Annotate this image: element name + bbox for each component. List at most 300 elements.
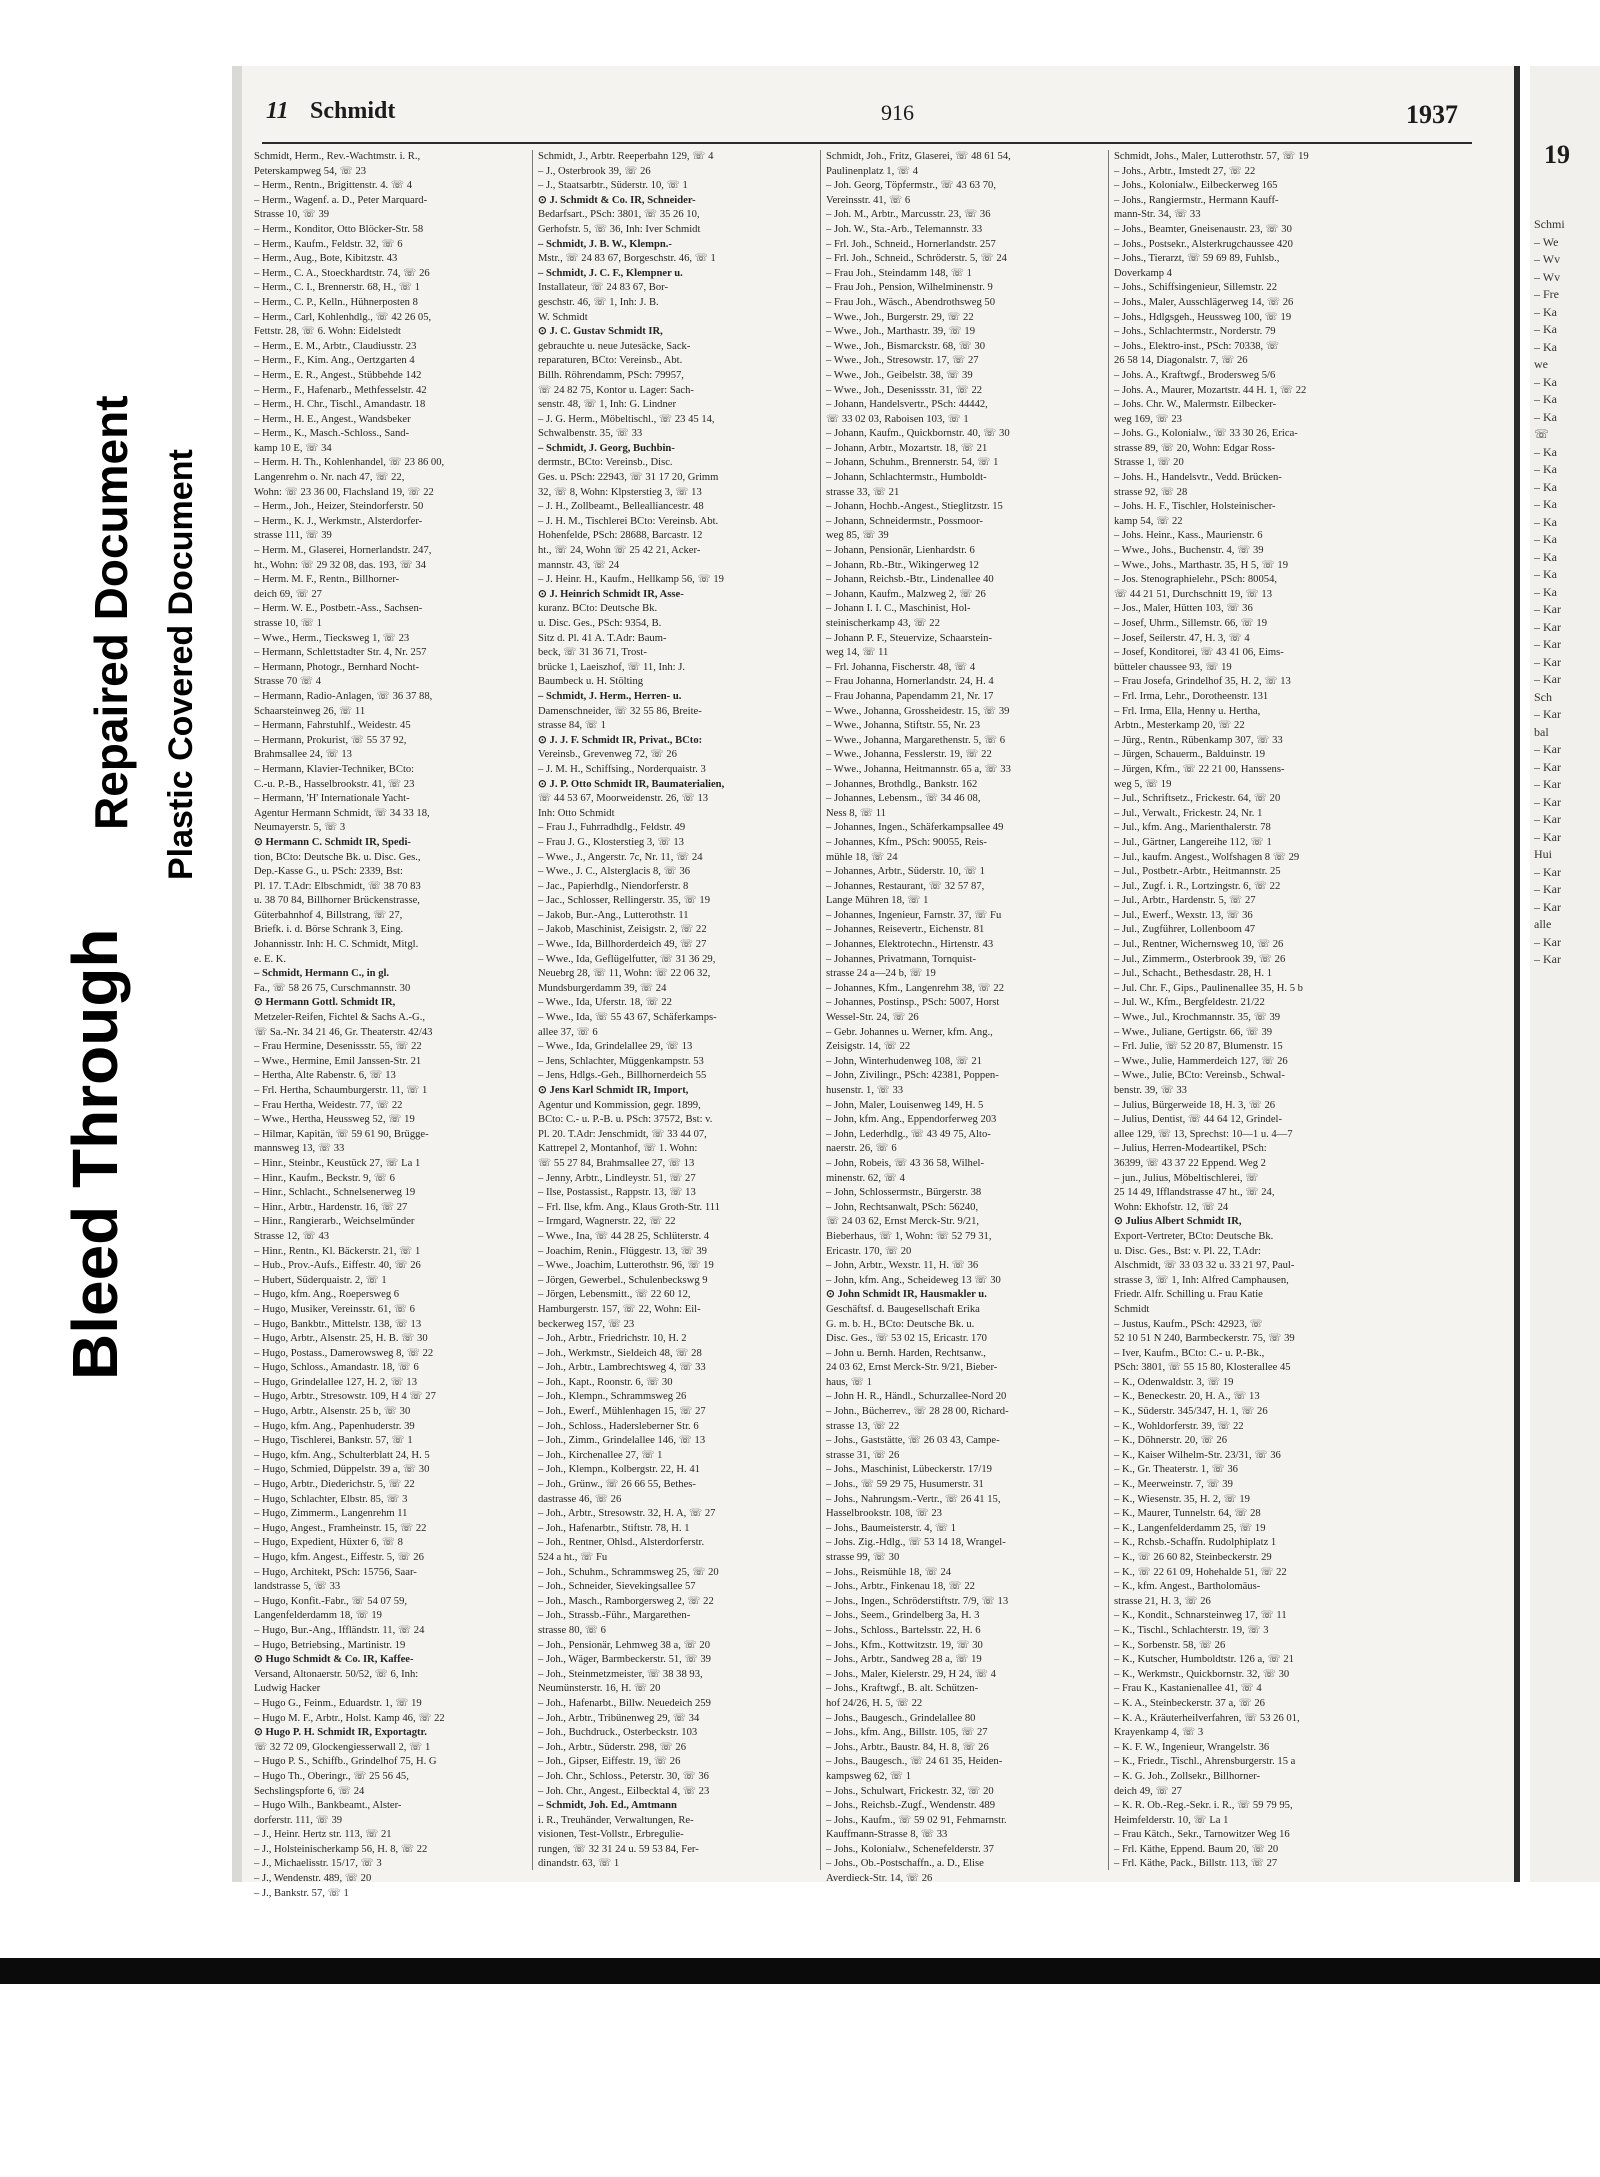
directory-line: – Frau Hertha, Weidestr. 77, ☏ 22 (254, 1099, 403, 1111)
directory-line: – Joh., Arbtr., Stresowstr. 32, H. A, ☏ 27 (538, 1508, 716, 1520)
directory-line: – Wwe., Julie, Hammerdeich 127, ☏ 26 (1114, 1055, 1288, 1067)
directory-line: – Herm., Aug., Bote, Kibitzstr. 43 (254, 253, 398, 265)
adjacent-line: – Kar (1534, 672, 1561, 686)
directory-line: Pl. 17. T.Adr: Elbschmidt, ☏ 38 70 83 (254, 880, 421, 892)
directory-line: – Hugo, kfm. Ang., Roepersweg 6 (254, 1289, 400, 1301)
directory-line: – Johann P. F., Steuervize, Schaarstein- (826, 632, 992, 644)
directory-line: Friedr. Alfr. Schilling u. Frau Katie (1114, 1289, 1263, 1301)
directory-line: – K., Beneckestr. 20, H. A., ☏ 13 (1114, 1391, 1260, 1403)
directory-line: – Joh., Klempn., Schrammsweg 26 (538, 1391, 687, 1403)
directory-line: Strasse 10, ☏ 39 (254, 209, 330, 221)
directory-line: weg 5, ☏ 19 (1114, 778, 1172, 790)
directory-line: – J. H. M., Tischlerei BCto: Vereinsb. Abt. (538, 515, 719, 527)
side-label-plastic-covered: Plastic Covered Document (162, 449, 200, 880)
directory-line: – Jörgen, Lebensmitt., ☏ 22 60 12, (538, 1289, 691, 1301)
directory-line: Zeisigstr. 14, ☏ 22 (826, 1041, 911, 1053)
directory-line: – Wwe., Julie, BCto: Vereinsb., Schwal- (1114, 1070, 1285, 1082)
adjacent-line: – Ka (1534, 392, 1557, 406)
directory-line: – Frau Johanna, Hornerlandstr. 24, H. 4 (826, 676, 994, 688)
adjacent-line: Sch (1534, 689, 1552, 704)
directory-line: – Herm., K., Masch.-Schloss., Sand- (254, 428, 410, 440)
directory-line: – Johs., Kolonialw., Schenefelderstr. 37 (826, 1843, 994, 1855)
directory-line: – Frau Josefa, Grindelhof 35, H. 2, ☏ 13 (1114, 676, 1291, 688)
directory-line: – Johs. Chr. W., Malermstr. Eilbecker- (1114, 399, 1277, 411)
directory-line: – Jul., Ewerf., Wexstr. 13, ☏ 36 (1114, 909, 1253, 921)
scan-border-band (0, 1958, 1600, 1984)
directory-line: – Frau K., Kastanienallee 41, ☏ 4 (1114, 1683, 1262, 1695)
directory-line: – Wwe., J., Angerstr. 7c, Nr. 11, ☏ 24 (538, 851, 703, 863)
directory-line: – Frau Joh., Steindamm 148, ☏ 1 (826, 267, 972, 279)
directory-line: – Hinr., Steinbr., Keustück 27, ☏ La 1 (254, 1157, 421, 1169)
directory-line: – Johann, Arbtr., Mozartstr. 18, ☏ 21 (826, 442, 988, 454)
directory-line: – Johs., Ob.-Postschaffn., a. D., Elise (826, 1858, 984, 1870)
directory-line: – Herm., F., Hafenarb., Methfesselstr. 42 (254, 384, 427, 396)
directory-line: ⊙ J. J. F. Schmidt IR, Privat., BCto: (538, 734, 703, 746)
directory-line: – Hermann, Prokurist, ☏ 55 37 92, (254, 734, 407, 746)
directory-line: – Johann, Schneidermstr., Possmoor- (826, 515, 983, 527)
adjacent-line: ☏ (1534, 427, 1550, 441)
directory-line: Schmidt, Joh., Fritz, Glaserei, ☏ 48 61 54, (826, 151, 1011, 162)
directory-line: Damenschneider, ☏ 32 55 86, Breite- (538, 705, 702, 717)
adjacent-line: – Ka (1534, 514, 1557, 529)
directory-line: tion, BCto: Deutsche Bk. u. Disc. Ges., (254, 851, 421, 863)
directory-line: – J. G. Herm., Möbeltischl., ☏ 23 45 14, (538, 413, 715, 425)
directory-line: – Schmidt, Joh. Ed., Amtmann (538, 1800, 677, 1812)
directory-line: u. Disc. Ges., Bst: v. Pl. 22, T.Adr: (1114, 1245, 1261, 1257)
directory-line: minenstr. 62, ☏ 4 (826, 1172, 905, 1184)
directory-line: steinischerkamp 43, ☏ 22 (826, 618, 940, 629)
directory-line: – Hermann, Photogr., Bernhard Nocht- (254, 661, 420, 673)
directory-line: – Johs., Reichsb.-Zugf., Wendenstr. 489 (826, 1800, 996, 1812)
directory-line: kamp 10 E, ☏ 34 (254, 442, 332, 454)
directory-line: – John, Arbtr., Wexstr. 11, H. ☏ 36 (826, 1260, 979, 1272)
directory-line: – Johs., Tierarzt, ☏ 59 69 89, Fuhlsb., (1114, 253, 1280, 265)
directory-line: Neumayerstr. 5, ☏ 3 (254, 822, 346, 834)
directory-line: – Wwe., Ida, Uferstr. 18, ☏ 22 (538, 997, 672, 1009)
directory-line: – jun., Julius, Möbeltischlerei, ☏ (1114, 1172, 1259, 1184)
directory-line: – Joh. Georg, Töpfermstr., ☏ 43 63 70, (826, 180, 996, 192)
header-surname: Schmidt (310, 98, 396, 124)
directory-line: – Hugo, Postass., Damerowsweg 8, ☏ 22 (254, 1347, 434, 1359)
directory-line: kampsweg 62, ☏ 1 (826, 1770, 912, 1782)
directory-line: dinandstr. 63, ☏ 1 (538, 1858, 620, 1870)
directory-line: – Johann, Schuhm., Brennerstr. 54, ☏ 1 (826, 457, 999, 469)
directory-line: Inh: Otto Schmidt (538, 807, 615, 819)
directory-line: – Wwe., Ida, Billhorderdeich 49, ☏ 27 (538, 939, 707, 951)
adjacent-line: – Ka (1534, 549, 1557, 564)
adjacent-line: – Ka (1534, 584, 1557, 599)
directory-line: – Joh., Schneider, Sievekingsallee 57 (538, 1581, 696, 1593)
directory-line: – Hugo, Bankbtr., Mittelstr. 138, ☏ 13 (254, 1318, 422, 1330)
directory-line: – Hugo, Schlachter, Elbstr. 85, ☏ 3 (254, 1493, 408, 1505)
adjacent-page-lines (1534, 216, 1565, 969)
directory-line: – Irmgard, Wagnerstr. 22, ☏ 22 (538, 1216, 676, 1228)
column-3 (826, 150, 1102, 1887)
directory-line: – Herm., Joh., Heizer, Steindorferstr. 50 (254, 501, 424, 513)
directory-line: – Jens, Schlachter, Müggenkampstr. 53 (538, 1055, 704, 1067)
directory-line: – K., Friedr., Tischl., Ahrensburgerstr. 15 a (1114, 1756, 1296, 1768)
adjacent-line: – Ka (1534, 374, 1557, 389)
directory-line: – Johs., Seem., Grindelberg 3a, H. 3 (826, 1610, 980, 1622)
side-label-repaired-document: Repaired Document (85, 395, 137, 830)
directory-line: – Johs. Zig.-Hdlg., ☏ 53 14 18, Wrangel- (826, 1537, 1006, 1549)
directory-line: – Herm., E. M., Arbtr., Claudiusstr. 23 (254, 340, 417, 352)
directory-line: – K., Tischl., Schlachterstr. 19, ☏ 3 (1114, 1624, 1269, 1636)
directory-line: naerstr. 26, ☏ 6 (826, 1143, 897, 1155)
directory-line: – John, Zivilingr., PSch: 42381, Poppen- (826, 1070, 999, 1082)
directory-line: Vereinsb., Grevenweg 72, ☏ 26 (538, 749, 677, 761)
directory-line: – Johs. H. F., Tischler, Holsteinischer- (1114, 501, 1276, 513)
directory-line: – Jul., Schriftsetz., Frickestr. 64, ☏ 20 (1114, 793, 1281, 805)
directory-line: – Frau J., Fuhrradhdlg., Feldstr. 49 (538, 822, 686, 834)
directory-line: – Hugo, Konfit.-Fabr., ☏ 54 07 59, (254, 1595, 408, 1607)
directory-line: – Frl. Irma, Lehr., Dorotheenstr. 131 (1114, 690, 1269, 702)
directory-line: ⊙ Hermann Gottl. Schmidt IR, (254, 997, 396, 1009)
directory-line: strasse 3, ☏ 1, Inh: Alfred Camphausen, (1114, 1274, 1289, 1286)
directory-line: – Hugo Wilh., Bankbeamt., Alster- (254, 1800, 402, 1812)
directory-line: – K., Rchsb.-Schaffn. Rudolphiplatz 1 (1114, 1537, 1277, 1549)
directory-line: – Hugo, Angest., Framheinstr. 15, ☏ 22 (254, 1522, 427, 1534)
adjacent-line: – Kar (1534, 637, 1561, 651)
directory-line: Fettstr. 28, ☏ 6. Wohn: Eidelstedt (254, 326, 401, 338)
directory-line: – John, Maler, Louisenweg 149, H. 5 (826, 1099, 984, 1111)
directory-line: – Hermann, Klavier-Techniker, BCto: (254, 763, 415, 775)
directory-line: haus, ☏ 1 (826, 1376, 872, 1388)
directory-line: ☏ 32 72 09, Glockengiesserwall 2, ☏ 1 (254, 1741, 431, 1753)
directory-line: – Johannes, Ingen., Schäferkampsallee 49 (826, 822, 1004, 834)
directory-line: – K., Sorbenstr. 58, ☏ 26 (1114, 1639, 1226, 1651)
directory-line: ☏ 33 02 03, Raboisen 103, ☏ 1 (826, 413, 969, 425)
directory-line: – K., Wiesenstr. 35, H. 2, ☏ 19 (1114, 1493, 1250, 1505)
directory-line: – Schmidt, J. C. F., Klempner u. (538, 267, 683, 279)
directory-line: – Joh. Chr., Angest., Eilbecktal 4, ☏ 23 (538, 1785, 710, 1797)
directory-line: – Hermann, 'H' Internationale Yacht- (254, 793, 410, 805)
directory-line: – K., Kondit., Schnarsteinweg 17, ☏ 11 (1114, 1610, 1287, 1622)
adjacent-line: Schmi (1534, 217, 1565, 231)
adjacent-page-fragment (1530, 66, 1600, 1882)
directory-line: – Johs., Baumeisterstr. 4, ☏ 1 (826, 1522, 957, 1534)
directory-line: – Joh., Arbtr., Friedrichstr. 10, H. 2 (538, 1333, 687, 1345)
directory-line: – Iver, Kaufm., BCto: C.- u. P.-Bk., (1114, 1347, 1265, 1359)
directory-line: benstr. 39, ☏ 33 (1114, 1085, 1187, 1096)
directory-line: – Herm., Kaufm., Feldstr. 32, ☏ 6 (254, 238, 403, 250)
column-separator (820, 150, 821, 1870)
directory-line: – Herm., Konditor, Otto Blöcker-Str. 58 (254, 223, 424, 235)
directory-line: e. E. K. (254, 953, 287, 965)
directory-line: – Johann, Schlachtermstr., Humboldt- (826, 472, 987, 484)
directory-line: – Johs., Arbtr., Imstedt 27, ☏ 22 (1114, 165, 1256, 177)
adjacent-line: – We (1534, 234, 1559, 249)
directory-line: – Johann, Kaufm., Quickbornstr. 40, ☏ 30 (826, 428, 1010, 440)
directory-line: – Johann I. I. C., Maschinist, Hol- (826, 603, 971, 615)
directory-line: 524 a ht., ☏ Fu (538, 1552, 608, 1563)
directory-line: – Joh., Arbtr., Tribünenweg 29, ☏ 34 (538, 1712, 700, 1724)
directory-line: – John, Rechtsanwalt, PSch: 56240, (826, 1201, 979, 1213)
directory-line: – Frl. Irma, Ella, Henny u. Hertha, (1114, 705, 1261, 717)
directory-line: deich 49, ☏ 27 (1114, 1785, 1182, 1797)
directory-line: Strasse 1, ☏ 20 (1114, 457, 1184, 469)
directory-line: – Hugo, Grindelallee 127, H. 2, ☏ 13 (254, 1376, 418, 1388)
directory-line: – Johs., Schiffsingenieur, Sillemstr. 22 (1114, 282, 1277, 294)
directory-line: – Wwe., Joh., Stresowstr. 17, ☏ 27 (826, 355, 979, 367)
directory-line: – K., kfm. Angest., Bartholomäus- (1114, 1581, 1261, 1593)
directory-line: Paulinenplatz 1, ☏ 4 (826, 165, 919, 177)
directory-line: – Jac., Schlosser, Rellingerstr. 35, ☏ 19 (538, 895, 711, 907)
directory-line: – Hugo, Musiker, Vereinsstr. 61, ☏ 6 (254, 1303, 415, 1315)
directory-line: strasse 99, ☏ 30 (826, 1552, 900, 1563)
directory-line: – Jürg., Rentn., Rübenkamp 307, ☏ 33 (1114, 734, 1283, 746)
directory-line: – Herm. H. Th., Kohlenhandel, ☏ 23 86 00, (254, 457, 445, 469)
directory-line: – Herm. M., Glaserei, Hornerlandstr. 247, (254, 545, 432, 557)
directory-line: – Johann, Kaufm., Malzweg 2, ☏ 26 (826, 588, 986, 600)
directory-line: Agentur und Kommission, gegr. 1899, (538, 1099, 701, 1111)
directory-line: Disc. Ges., ☏ 53 02 15, Ericastr. 170 (826, 1333, 987, 1345)
directory-line: – Herm., C. P., Kelln., Hühnerposten 8 (254, 296, 418, 308)
directory-line: – Wwe., Johanna, Heitmannstr. 65 a, ☏ 33 (826, 763, 1011, 775)
directory-line: – Hugo, Arbtr., Alsenstr. 25, H. B. ☏ 30 (254, 1333, 428, 1345)
directory-line: – Johann, Hochb.-Angest., Stieglitzstr. 15 (826, 501, 1003, 513)
directory-line: – Frl. Käthe, Pack., Billstr. 113, ☏ 27 (1114, 1858, 1278, 1870)
directory-line: strasse 111, ☏ 39 (254, 530, 332, 542)
directory-line: ☏ 55 27 84, Brahmsallee 27, ☏ 13 (538, 1157, 695, 1169)
directory-line: – Gebr. Johannes u. Werner, kfm. Ang., (826, 1026, 993, 1038)
directory-line: – Jul. W., Kfm., Bergfeldestr. 21/22 (1114, 997, 1265, 1009)
directory-line: – Herm., C. I., Brennerstr. 68, H., ☏ 1 (254, 282, 420, 294)
directory-line: – Jul., Zimmerm., Osterbrook 39, ☏ 26 (1114, 953, 1286, 965)
directory-line: i. R., Treuhänder, Verwaltungen, Re- (538, 1814, 694, 1826)
directory-line: – Hinr., Kaufm., Beckstr. 9, ☏ 6 (254, 1172, 395, 1184)
directory-line: – Johs., Ingen., Schröderstiftstr. 7/9, ☏ 13 (826, 1595, 1009, 1607)
directory-line: – Hugo G., Feinm., Eduardstr. 1, ☏ 19 (254, 1697, 422, 1709)
directory-line: – Frl. Hertha, Schaumburgerstr. 11, ☏ 1 (254, 1085, 428, 1096)
directory-line: – Hugo, Arbtr., Stresowstr. 109, H 4 ☏ 27 (254, 1391, 436, 1403)
directory-line: rungen, ☏ 32 31 24 u. 59 53 84, Fer- (538, 1843, 699, 1855)
directory-line: – Hugo, Arbtr., Diederichstr. 5, ☏ 22 (254, 1479, 415, 1491)
directory-line: – Hermann, Schlettstadter Str. 4, Nr. 257 (254, 647, 427, 659)
directory-line: 32, ☏ 8, Wohn: Klpsterstieg 3, ☏ 13 (538, 486, 702, 498)
directory-line: geschstr. 46, ☏ 1, Inh: J. B. (538, 296, 659, 308)
directory-line: – Wwe., Joh., Marthastr. 39, ☏ 19 (826, 326, 975, 338)
adjacent-line: – Ka (1534, 567, 1557, 581)
directory-line: Ludwig Hacker (254, 1683, 321, 1695)
adjacent-line: we (1534, 357, 1548, 371)
adjacent-line: – Kar (1534, 899, 1561, 914)
directory-line: – Joh., Grünw., ☏ 26 66 55, Bethes- (538, 1479, 696, 1491)
directory-line: 26 58 14, Diagonalstr. 7, ☏ 26 (1114, 355, 1248, 367)
directory-line: – Joh., Wäger, Barmbeckerstr. 51, ☏ 39 (538, 1654, 711, 1666)
directory-line: – Jürgen, Kfm., ☏ 22 21 00, Hanssens- (1114, 763, 1285, 775)
directory-line: – Joh., Hafenarbtr., Stiftstr. 78, H. 1 (538, 1522, 690, 1534)
directory-line: – K., ☏ 22 61 09, Hohehalde 51, ☏ 22 (1114, 1566, 1287, 1578)
adjacent-line: – Kar (1534, 794, 1561, 809)
adjacent-line: – Kar (1534, 934, 1561, 949)
adjacent-line: – Kar (1534, 654, 1561, 669)
directory-line: – J., Osterbrook 39, ☏ 26 (538, 165, 651, 177)
directory-line: Langenfelderdamm 18, ☏ 19 (254, 1610, 382, 1622)
directory-line: ☏ 24 82 75, Kontor u. Lager: Sach- (538, 384, 694, 396)
directory-line: ⊙ John Schmidt IR, Hausmakler u. (826, 1289, 987, 1301)
directory-line: – Herm., K. J., Werkmstr., Alsterdorfer- (254, 515, 423, 527)
directory-line: reparaturen, BCto: Vereinsb., Abt. (538, 355, 683, 367)
directory-line: Strasse 70 ☏ 4 (254, 676, 322, 688)
directory-line: – Johs., Gaststätte, ☏ 26 03 43, Campe- (826, 1435, 1000, 1447)
adjacent-line: – Ka (1534, 322, 1557, 336)
adjacent-line: – Kar (1534, 602, 1561, 616)
directory-line: – Jul. Chr. F., Gips., Paulinenallee 35, H. 5 b (1114, 982, 1303, 994)
directory-line: – Wwe., Johanna, Stiftstr. 55, Nr. 23 (826, 720, 980, 732)
directory-line: – Johs., Schulwart, Frickestr. 32, ☏ 20 (826, 1785, 994, 1797)
directory-line: – Jörgen, Gewerbel., Schulenbeckswg 9 (538, 1274, 708, 1286)
directory-line: visionen, Test-Vollstr., Erbregulie- (538, 1829, 684, 1841)
directory-line: – Joh., Masch., Ramborgersweg 2, ☏ 22 (538, 1595, 714, 1607)
directory-line: – Johs., Arbtr., Sandweg 28 a, ☏ 19 (826, 1654, 982, 1666)
directory-line: Mundsburgerdamm 39, ☏ 24 (538, 982, 667, 994)
adjacent-line: – Kar (1534, 619, 1561, 634)
directory-line: – Frl. Joh., Schneid., Schröderstr. 5, ☏ 24 (826, 253, 1007, 265)
directory-line: beck, ☏ 31 36 71, Trost- (538, 647, 647, 659)
directory-line: – Frl. Johanna, Fischerstr. 48, ☏ 4 (826, 661, 976, 673)
directory-line: – John., Bücherrev., ☏ 28 28 00, Richard- (826, 1406, 1009, 1418)
directory-line: – K., Werkmstr., Quickbornstr. 32, ☏ 30 (1114, 1668, 1290, 1680)
directory-line: mühle 18, ☏ 24 (826, 851, 898, 863)
directory-line: – Hilmar, Kapitän, ☏ 59 61 90, Brügge- (254, 1128, 429, 1140)
directory-line: Hamburgerstr. 157, ☏ 22, Wohn: Eil- (538, 1303, 701, 1315)
directory-line: – Wwe., Ida, ☏ 55 43 67, Schäferkamps- (538, 1012, 717, 1024)
adjacent-line: – Ka (1534, 444, 1557, 459)
directory-line: Kattrepel 2, Montanhof, ☏ 1. Wohn: (538, 1143, 698, 1155)
directory-line: ⊙ Hugo Schmidt & Co. IR, Kaffee- (254, 1654, 414, 1666)
directory-line: – Herm. W. E., Postbetr.-Ass., Sachsen- (254, 603, 423, 615)
directory-line: Brahmsallee 24, ☏ 13 (254, 749, 352, 761)
directory-line: – Joh., Rentner, Ohlsd., Alsterdorferstr. (538, 1537, 705, 1549)
directory-line: Heimfelderstr. 10, ☏ La 1 (1114, 1814, 1229, 1826)
directory-line: – Joh., Zimm., Grindelallee 146, ☏ 13 (538, 1435, 706, 1447)
directory-line: – Joh., Kirchenallee 27, ☏ 1 (538, 1449, 663, 1461)
directory-line: – Hugo, Architekt, PSch: 15756, Saar- (254, 1566, 417, 1578)
directory-line: strasse 13, ☏ 22 (826, 1420, 900, 1432)
directory-line: strasse 89, ☏ 20, Wohn: Edgar Ross- (1114, 442, 1276, 454)
directory-line: – Herm., Carl, Kohlenhdlg., ☏ 42 26 05, (254, 311, 432, 323)
directory-line: Ges. u. PSch: 22943, ☏ 31 17 20, Grimm (538, 472, 719, 484)
directory-line: deich 69, ☏ 27 (254, 588, 322, 600)
column-2 (538, 150, 814, 1872)
directory-line: brücke 1, Laeiszhof, ☏ 11, Inh: J. (538, 661, 686, 673)
directory-line: – Jac., Papierhdlg., Niendorferstr. 8 (538, 880, 689, 892)
directory-line: dermstr., BCto: Vereinsb., Disc. (538, 457, 673, 469)
directory-line: Schmidt (1114, 1303, 1150, 1315)
adjacent-line: bal (1534, 724, 1549, 739)
directory-line: – Jenny, Arbtr., Lindleystr. 51, ☏ 27 (538, 1172, 696, 1184)
adjacent-line: – Kar (1534, 864, 1561, 879)
directory-line: – Joh., Ewerf., Mühlenhagen 15, ☏ 27 (538, 1406, 706, 1418)
directory-line: – John, Schlossermstr., Bürgerstr. 38 (826, 1187, 982, 1199)
directory-line: – John, Winterhudenweg 108, ☏ 21 (826, 1055, 982, 1067)
directory-line: – Wwe., Johanna, Margarethenstr. 5, ☏ 6 (826, 734, 1006, 746)
directory-line: – Johs., Maschinist, Lübeckerstr. 17/19 (826, 1464, 992, 1476)
directory-line: – Herm., H. Chr., Tischl., Amandastr. 18 (254, 399, 426, 411)
adjacent-line: – Kar (1534, 882, 1561, 896)
directory-line: strasse 31, ☏ 26 (826, 1449, 900, 1461)
page-header (266, 98, 1458, 138)
directory-line: – Josef, Uhrm., Sillemstr. 66, ☏ 19 (1114, 618, 1268, 629)
directory-line: Lange Mühren 18, ☏ 1 (826, 895, 929, 907)
directory-line: – Wwe., J. C., Alsterglacis 8, ☏ 36 (538, 866, 691, 878)
directory-line: – Hugo P. S., Schiffb., Grindelhof 75, H. G (254, 1756, 437, 1768)
directory-line: – Johann, Rb.-Btr., Wikingerweg 12 (826, 559, 979, 571)
directory-line: Sechslingspforte 6, ☏ 24 (254, 1785, 365, 1797)
directory-line: – K., Döhnerstr. 20, ☏ 26 (1114, 1435, 1227, 1447)
directory-line: – Joh., Hafenarbt., Billw. Neuedeich 259 (538, 1697, 711, 1709)
directory-line: Schmidt, Johs., Maler, Lutterothstr. 57, ☏ 19 (1114, 151, 1309, 162)
directory-line: Fa., ☏ 58 26 75, Curschmannstr. 30 (254, 982, 411, 994)
directory-line: – Herm., H. E., Angest., Wandsbeker (254, 413, 411, 425)
directory-page (232, 66, 1520, 1899)
directory-line: Bedarfsart., PSch: 3801, ☏ 35 26 10, (538, 209, 700, 221)
directory-line: – Johs., ☏ 59 29 75, Husumerstr. 31 (826, 1479, 984, 1491)
directory-line: – Joh., Schuhm., Schrammsweg 25, ☏ 20 (538, 1566, 719, 1578)
directory-line: – Jakob, Maschinist, Zeisigstr. 2, ☏ 22 (538, 924, 707, 936)
directory-line: – Jos. Stenographielehr., PSch: 80054, (1114, 574, 1278, 586)
directory-line: ☏ 44 53 67, Moorweidenstr. 26, ☏ 13 (538, 793, 709, 805)
directory-line: – Johannes, Postinsp., PSch: 5007, Horst (826, 997, 1000, 1009)
directory-line: – Hugo, Zimmerm., Langenrehm 11 (254, 1508, 408, 1520)
directory-line: – Hertha, Alte Rabenstr. 6, ☏ 13 (254, 1070, 396, 1082)
directory-line: – Jürgen, Schauerm., Balduinstr. 19 (1114, 749, 1266, 761)
directory-line: – K. R. Ob.-Reg.-Sekr. i. R., ☏ 59 79 95, (1114, 1800, 1293, 1812)
adjacent-line: – Ka (1534, 479, 1557, 494)
page-gutter-shadow (1514, 66, 1520, 1882)
directory-line: Pl. 20. T.Adr: Jenschmidt, ☏ 33 44 07, (538, 1128, 707, 1140)
directory-line: – Jul., Arbtr., Hardenstr. 5, ☏ 27 (1114, 895, 1256, 907)
directory-line: – Frau J. G., Klosterstieg 3, ☏ 13 (538, 836, 684, 848)
adjacent-line: – Kar (1534, 777, 1561, 791)
directory-line: – Hugo, Schmied, Düppelstr. 39 a, ☏ 30 (254, 1464, 430, 1476)
directory-line: strasse 33, ☏ 21 (826, 486, 900, 498)
directory-line: – Jul., Zugf. i. R., Lortzingstr. 6, ☏ 22 (1114, 880, 1281, 892)
directory-line: landstrasse 5, ☏ 33 (254, 1581, 341, 1593)
directory-line: – Joh., Werkmstr., Sieldeich 48, ☏ 28 (538, 1347, 702, 1359)
directory-line: – K. A., Kräuterheilverfahren, ☏ 53 26 01, (1114, 1712, 1300, 1724)
directory-line: ⊙ J. Heinrich Schmidt IR, Asse- (538, 588, 684, 600)
directory-line: – Frau Kätch., Sekr., Tarnowitzer Weg 16 (1114, 1829, 1290, 1841)
directory-line: – Joh., Steinmetzmeister, ☏ 38 38 93, (538, 1668, 703, 1680)
directory-line: Dep.-Kasse G., u. PSch: 2339, Bst: (254, 866, 403, 878)
directory-line: weg 169, ☏ 23 (1114, 413, 1182, 425)
directory-line: – Johs. Heinr., Kass., Maurienstr. 6 (1114, 530, 1263, 542)
adjacent-line: – Ka (1534, 409, 1557, 424)
directory-line: Mstr., ☏ 24 83 67, Borgeschstr. 46, ☏ 1 (538, 253, 716, 265)
directory-line: Gerhofstr. 5, ☏ 36, Inh: Iver Schmidt (538, 223, 701, 235)
directory-line: – Herm. M. F., Rentn., Billhorner- (254, 574, 400, 586)
directory-line: – Schmidt, J. Georg, Buchbin- (538, 442, 675, 454)
directory-line: – Johs., Schlachtermstr., Norderstr. 79 (1114, 326, 1276, 338)
directory-line: – Johs., Maler, Ausschlägerweg 14, ☏ 26 (1114, 296, 1294, 308)
directory-line: Hasselbrookstr. 108, ☏ 23 (826, 1508, 942, 1520)
adjacent-line: – Fre (1534, 287, 1559, 301)
directory-line: ⊙ J. C. Gustav Schmidt IR, (538, 326, 663, 338)
directory-line: – Joh., Buchdruck., Osterbeckstr. 103 (538, 1727, 698, 1739)
directory-line: Schwalbenstr. 35, ☏ 33 (538, 428, 643, 440)
directory-line: – John, Robeis, ☏ 43 36 58, Wilhel- (826, 1157, 984, 1169)
directory-line: – K., Gr. Theaterstr. 1, ☏ 36 (1114, 1464, 1238, 1476)
directory-line: – Jos., Maler, Hütten 103, ☏ 36 (1114, 603, 1253, 615)
directory-line: – Schmidt, J. Herm., Herren- u. (538, 690, 682, 702)
directory-line: ☏ 24 03 62, Ernst Merck-Str. 9/21, (826, 1216, 980, 1228)
directory-line: – K., Meerweinstr. 7, ☏ 39 (1114, 1479, 1233, 1491)
directory-line: Installateur, ☏ 24 83 67, Bor- (538, 282, 669, 294)
directory-line: – Jul., kaufm. Angest., Wolfshagen 8 ☏ 29 (1114, 851, 1300, 863)
directory-line: Averdieck-Str. 14, ☏ 26 (826, 1873, 933, 1885)
